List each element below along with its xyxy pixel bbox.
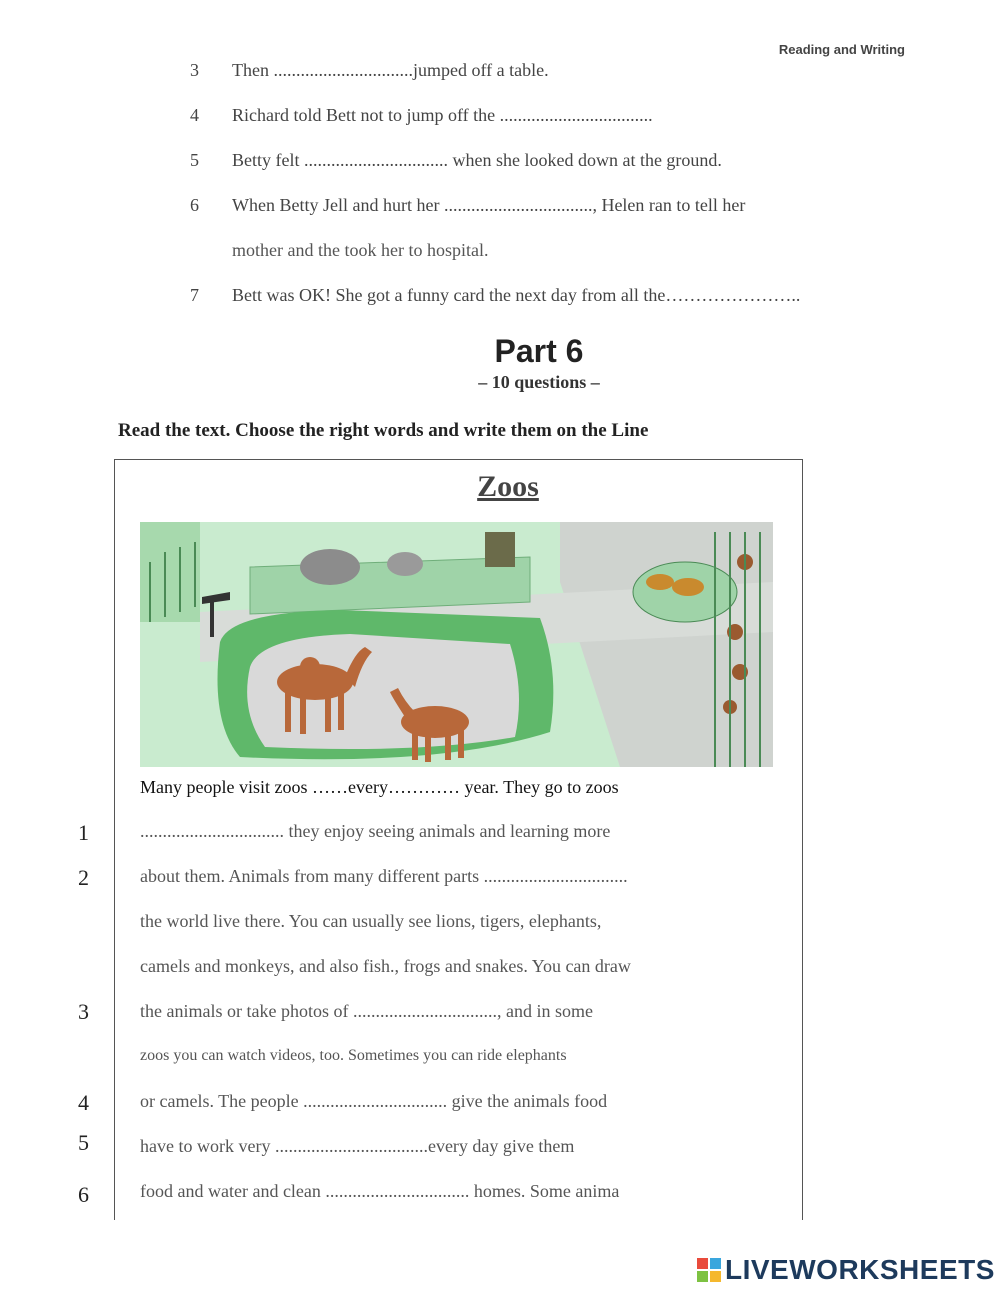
question-number: 3: [190, 60, 199, 80]
zoo-illustration: [140, 522, 773, 767]
question-number: 7: [190, 285, 199, 305]
passage-line-1: Many people visit zoos ……every………… year. They go to zoos: [140, 777, 619, 797]
part-subtitle: – 10 questions –: [478, 372, 600, 392]
question-number: 6: [190, 195, 199, 215]
question-5: [190, 150, 722, 171]
question-number: 5: [190, 150, 199, 170]
part-title: Part 6: [494, 333, 584, 369]
question-number: 4: [190, 105, 199, 125]
question-3: [190, 60, 549, 81]
margin-number-6: 6: [78, 1182, 89, 1207]
passage-line-4: the world live there. You can usually see lions, tigers, elephants,: [140, 911, 602, 931]
question-text: When Betty Jell and hurt her ................................., Helen ran to tell her: [232, 195, 746, 215]
passage-line-3: about them. Animals from many different parts ................................: [140, 866, 628, 886]
passage-title: Zoos: [477, 470, 539, 503]
passage-line-9: have to work very ..................................every day give them: [140, 1136, 575, 1156]
margin-number-1: 1: [78, 820, 89, 845]
liveworksheets-icon: [697, 1258, 721, 1282]
question-7: [190, 285, 800, 306]
question-6-continuation: mother and the took her to hospital.: [232, 240, 489, 260]
instruction: Read the text. Choose the right words and write them on the Line: [118, 420, 649, 441]
section-header: Reading and Writing: [778, 42, 905, 57]
question-text: Bett was OK! She got a funny card the next day from all the…………………..: [232, 285, 801, 305]
question-4: [190, 105, 653, 126]
question-text: Betty felt ................................ when she looked down at the ground.: [232, 150, 722, 170]
margin-number-4: 4: [78, 1090, 89, 1115]
passage-line-10: food and water and clean ................................ homes. Some anima: [140, 1181, 620, 1201]
passage-line-8: or camels. The people ................................ give the animals food: [140, 1091, 608, 1111]
margin-number-2: 2: [78, 865, 89, 890]
brand-name: LIVEWORKSHEETS: [725, 1254, 995, 1285]
question-text: Richard told Bett not to jump off the ..................................: [232, 105, 653, 125]
passage-line-6: the animals or take photos of ................................, and in some: [140, 1001, 593, 1021]
passage-line-5: camels and monkeys, and also fish., frogs and snakes. You can draw: [140, 956, 631, 976]
passage-line-2: ................................ they enjoy seeing animals and learning more: [140, 821, 611, 841]
margin-number-3: 3: [78, 999, 89, 1024]
margin-number-5: 5: [78, 1130, 89, 1155]
passage-line-7: zoos you can watch videos, too. Sometimes you can ride elephants: [140, 1047, 567, 1064]
question-text: Then ...............................jumped off a table.: [232, 60, 549, 80]
liveworksheets-logo: [697, 1254, 995, 1286]
question-6: [190, 195, 745, 216]
